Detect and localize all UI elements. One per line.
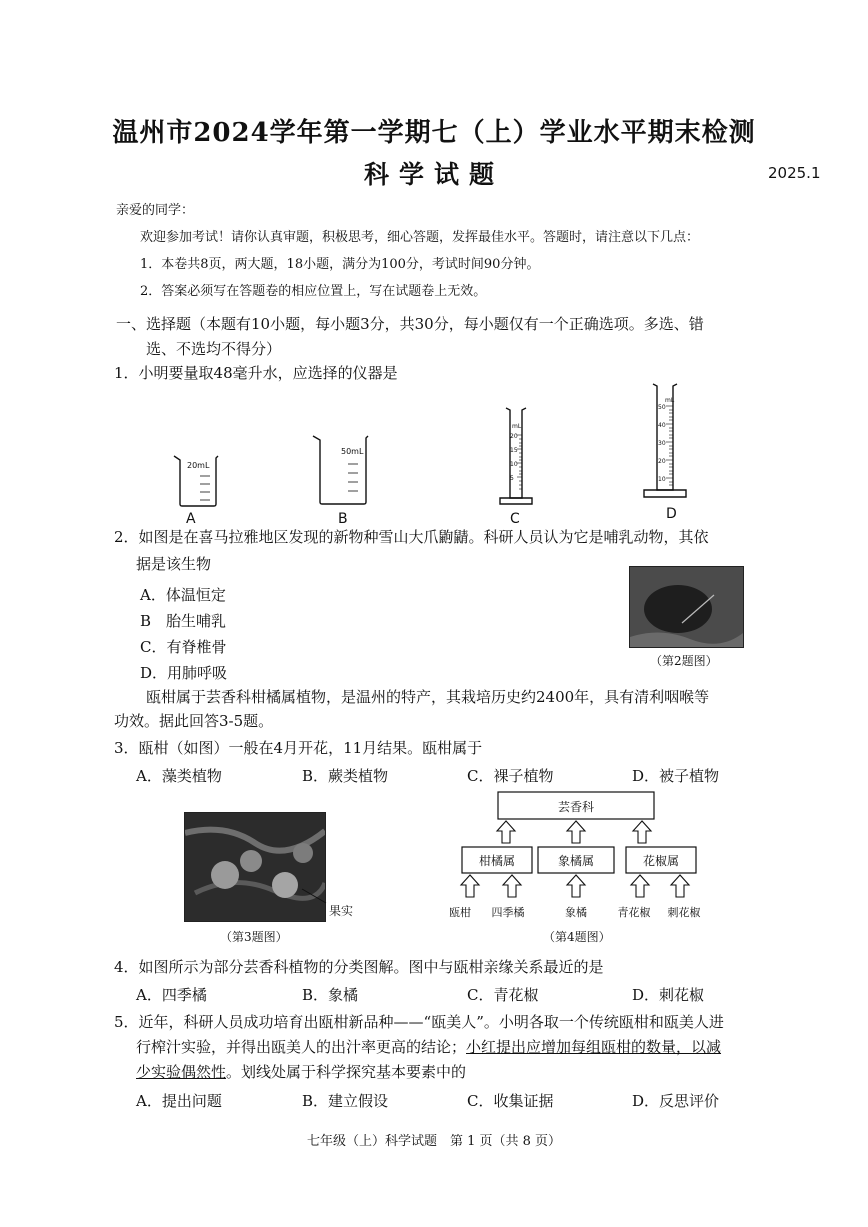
q4-option-c: C．青花椒	[467, 986, 539, 1004]
page-footer: 七年级（上）科学试题 第 1 页（共 8 页）	[306, 1134, 562, 1149]
q5-option-b: B．建立假设	[302, 1092, 389, 1110]
q5-line2	[136, 1036, 721, 1058]
label-c: C	[510, 511, 520, 527]
q3-stem: 3．瓯柑（如图）一般在4月开花，11月结果。瓯柑属于	[114, 739, 483, 757]
species-arrows	[461, 875, 689, 897]
svg-text:mL: mL	[665, 397, 675, 404]
q5-line2-plain: 行榨汁实验，并得出瓯美人的出汁率更高的结论；	[136, 1038, 467, 1056]
genus-label-3: 花椒属	[642, 854, 680, 868]
q2-stem-line1: 2．如图是在喜马拉雅地区发现的新物种雪山大爪鼩鼱。科研人员认为它是哺乳动物，其依	[114, 528, 709, 546]
q4-option-a: A．四季橘	[136, 986, 207, 1004]
q4-option-d: D．刺花椒	[632, 986, 705, 1004]
fruit-pointer	[300, 885, 330, 905]
beaker-a-label: 20mL	[187, 461, 210, 470]
svg-text:30: 30	[658, 440, 666, 447]
species-label-5: 刺花椒	[667, 906, 701, 919]
q5-option-d: D．反思评价	[632, 1092, 720, 1110]
greeting: 亲爱的同学：	[116, 203, 195, 218]
cylinder-d	[644, 384, 686, 497]
q2-caption: （第2题图）	[650, 654, 718, 668]
svg-text:10: 10	[658, 476, 666, 483]
exam-title: 温州市2024学年第一学期七（上）学业水平期末检测	[112, 118, 756, 148]
svg-text:40: 40	[658, 422, 666, 429]
species-label-3: 象橘	[565, 906, 587, 919]
q5-line3	[136, 1061, 466, 1083]
shrew-photo	[629, 566, 744, 648]
q2-option-b: B 胎生哺乳	[140, 612, 227, 630]
beaker-b-label: 50mL	[341, 447, 364, 456]
note-1: 1．本卷共8页，两大题，18小题，满分为100分，考试时间90分钟。	[140, 257, 540, 272]
q2-option-c: C．有脊椎骨	[140, 638, 227, 656]
genus-label-1: 柑橘属	[478, 854, 516, 868]
svg-text:20: 20	[658, 458, 666, 465]
q5-line3-underlined: 少实验偶然性	[136, 1063, 227, 1081]
svg-text:5: 5	[510, 475, 514, 482]
q4-stem: 4．如图所示为部分芸香科植物的分类图解。图中与瓯柑亲缘关系最近的是	[114, 958, 604, 976]
exam-subtitle: 科学试题	[363, 160, 504, 189]
q5-option-c: C．收集证据	[467, 1092, 554, 1110]
classification-diagram	[436, 790, 726, 920]
beaker-a	[174, 456, 218, 506]
q5-line1: 5．近年，科研人员成功培育出瓯柑新品种——“瓯美人”。小明各取一个传统瓯柑和瓯美人进	[114, 1013, 724, 1031]
q5-line3-plain: 。划线处属于科学探究基本要素中的	[226, 1063, 467, 1081]
q3-caption: （第3题图）	[220, 930, 288, 944]
intro-line: 欢迎参加考试！请你认真审题，积极思考，细心答题，发挥最佳水平。答题时，请注意以下几点：	[140, 230, 700, 245]
beaker-b	[313, 436, 368, 504]
svg-text:20: 20	[510, 433, 518, 440]
q2-option-d: D．用肺呼吸	[140, 664, 228, 682]
q2-stem-line2: 据是该生物	[136, 555, 212, 573]
q4-caption: （第4题图）	[543, 930, 611, 944]
q3-option-a: A．藻类植物	[136, 767, 222, 785]
q2-option-a: A．体温恒定	[140, 586, 226, 604]
species-label-2: 四季橘	[491, 906, 525, 919]
note-2: 2．答案必须写在答题卷的相应位置上，写在试题卷上无效。	[140, 284, 487, 299]
label-a: A	[186, 511, 196, 527]
q3-option-d: D．被子植物	[632, 767, 720, 785]
q4-option-b: B．象橘	[302, 986, 359, 1004]
passage-line1: 瓯柑属于芸香科柑橘属植物，是温州的特产，其栽培历史约2400年，具有清利咽喉等	[146, 688, 710, 706]
q3-option-b: B．蕨类植物	[302, 767, 389, 785]
genus-label-2: 象橘属	[557, 854, 595, 868]
cylinder-c	[500, 408, 532, 504]
svg-text:15: 15	[510, 447, 518, 454]
section-heading-line1: 一、选择题（本题有10小题，每小题3分，共30分，每小题仅有一个正确选项。多选、错	[116, 315, 704, 333]
svg-text:10: 10	[510, 461, 518, 468]
q5-line2-underlined: 小红提出应增加每组瓯柑的数量，以减	[466, 1038, 722, 1056]
species-label-1: 瓯柑	[449, 906, 471, 919]
q1-instruments-figure	[160, 380, 720, 528]
genus-arrows	[497, 821, 651, 843]
exam-date: 2025.1	[768, 164, 821, 182]
q1-stem: 1．小明要量取48毫升水，应选择的仪器是	[114, 364, 398, 382]
passage-line2: 功效。据此回答3-5题。	[114, 712, 274, 730]
label-d: D	[666, 506, 677, 522]
q3-option-c: C．裸子植物	[467, 767, 554, 785]
orange-photo	[184, 812, 326, 922]
svg-text:50: 50	[658, 404, 666, 411]
svg-text:mL: mL	[512, 423, 522, 430]
species-label-4: 青花椒	[617, 906, 651, 919]
fruit-label: 果实	[329, 904, 354, 918]
q5-option-a: A．提出问题	[136, 1092, 222, 1110]
family-label: 芸香科	[557, 800, 595, 814]
label-b: B	[338, 511, 348, 527]
section-heading-line2: 选、不选均不得分）	[146, 340, 282, 358]
